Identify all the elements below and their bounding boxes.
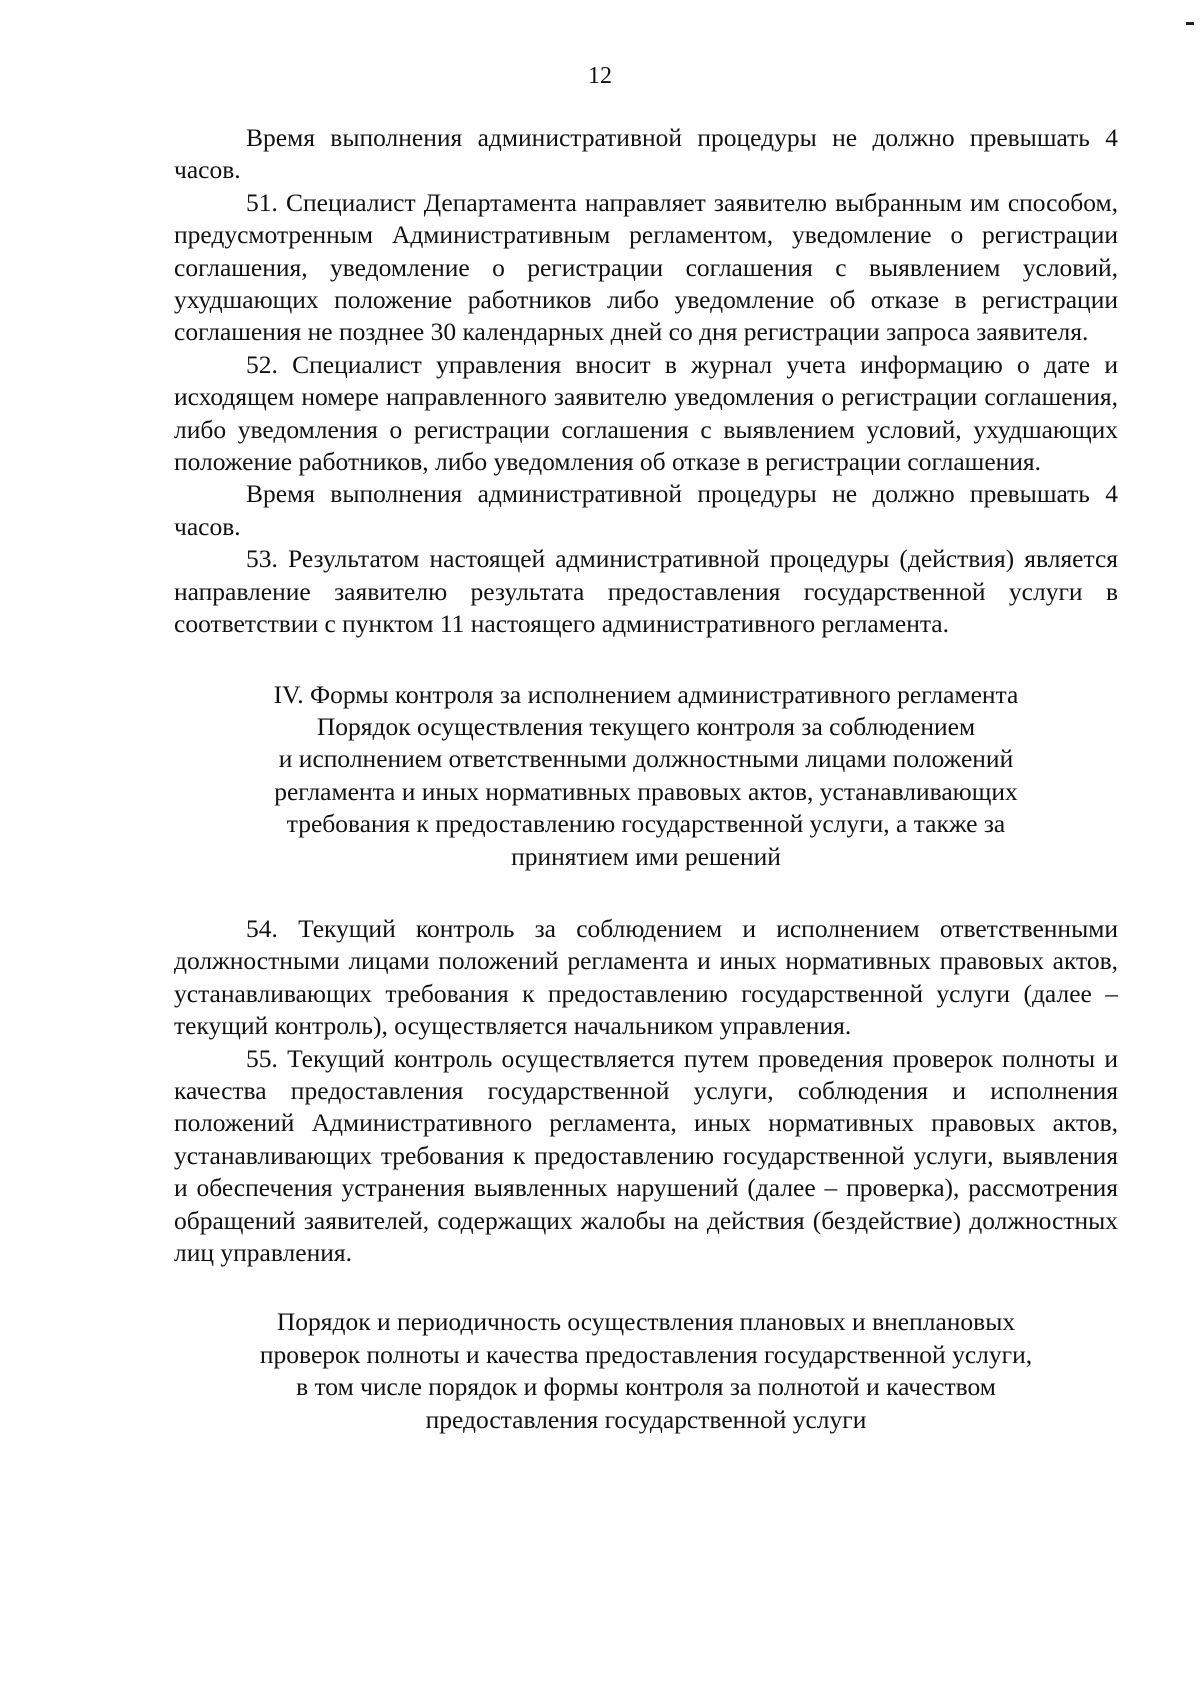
- section-iv-heading: [174, 679, 1118, 873]
- inspection-heading-line: проверок полноты и качества предоставления государственной услуги,: [259, 1339, 1033, 1369]
- paragraph-52: 52. Специалист управления вносит в журнал учета информацию о дате и исходящем номере направленного заявителю уведомления о регистрации соглашения, либо уведомления о регистрации соглашения с выявлением условий, ухудшающих положение работников, либо уведомления об отказе в регистрации соглашения.: [174, 349, 1118, 477]
- scan-edge-mark: [1186, 22, 1194, 25]
- inspection-heading-line: Порядок и периодичность осуществления плановых и внеплановых: [276, 1307, 1016, 1337]
- paragraph-time-limit-2: Время выполнения административной процедуры не должно превышать 4 часов.: [174, 479, 1118, 541]
- inspection-heading-line: в том числе порядок и формы контроля за полнотой и качеством: [296, 1372, 996, 1402]
- paragraph-55: 55. Текущий контроль осуществляется путем проведения проверок полноты и качества предоставления государственной услуги, соблюдения и исполнения положений Административного регламента, иных нормативных правовых актов, устанавливающих требования к предоставлению государственной услуги, выявления и обеспечения устранения выявленных нарушений (далее – проверка), рассмотрения обращений заявителей, содержащих жалобы на действия (бездействие) должностных лиц управления.: [174, 1043, 1118, 1267]
- page-number: 12: [588, 63, 612, 89]
- section-iv-heading-line: и исполнением ответственными должностными лицами положений: [278, 744, 1014, 774]
- inspection-procedure-heading: [174, 1306, 1118, 1436]
- document-body: [174, 122, 1118, 1436]
- section-iv-heading-line: IV. Формы контроля за исполнением административного регламента: [273, 679, 1019, 709]
- spacer: [174, 1269, 1118, 1306]
- section-iv-heading-line: регламента и иных нормативных правовых актов, устанавливающих: [274, 776, 1018, 806]
- paragraph-51: 51. Специалист Департамента направляет заявителю выбранным им способом, предусмотренным Административным регламентом, уведомление о регистрации соглашения, уведомление о регистрации соглашения с выявлением условий, ухудшающих положение работников либо уведомление об отказе в регистрации соглашения не позднее 30 календарных дней со дня регистрации запроса заявителя.: [174, 187, 1118, 347]
- section-iv-heading-line: Порядок осуществления текущего контроля за соблюдением: [316, 711, 976, 741]
- paragraph-time-limit-1: Время выполнения административной процедуры не должно превышать 4 часов.: [174, 123, 1118, 185]
- section-iv-heading-line: принятием ими решений: [511, 841, 781, 871]
- paragraph-53: 53. Результатом настоящей административной процедуры (действия) является направление заявителю результата предоставления государственной услуги в соответствии с пунктом 11 настоящего административного регламента.: [174, 544, 1118, 639]
- spacer: [174, 873, 1118, 913]
- spacer: [174, 641, 1118, 679]
- section-iv-heading-line: требования к предоставлению государственной услуги, а также за: [286, 809, 1006, 839]
- inspection-heading-line: предоставления государственной услуги: [425, 1404, 867, 1434]
- paragraph-54: 54. Текущий контроль за соблюдением и исполнением ответственными должностными лицами положений регламента и иных нормативных правовых актов, устанавливающих требования к предоставлению государственной услуги (далее – текущий контроль), осуществляется начальником управления.: [174, 913, 1118, 1041]
